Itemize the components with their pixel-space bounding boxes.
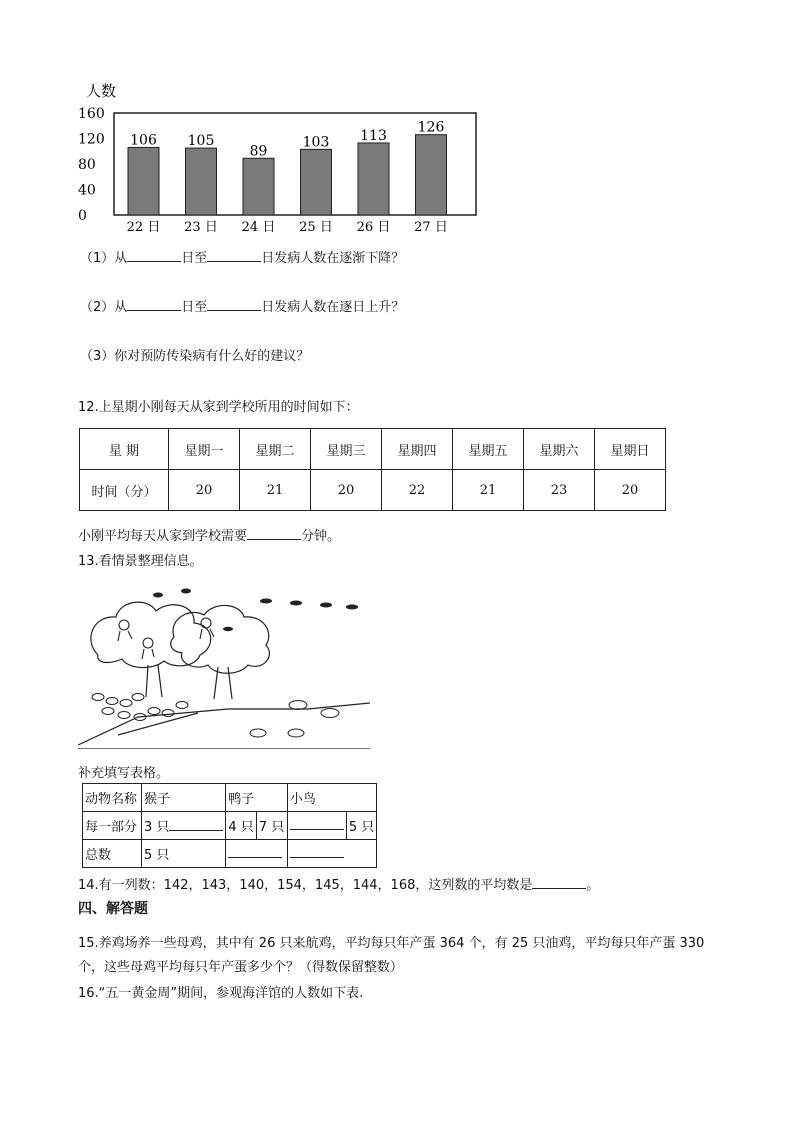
bar [358,143,389,215]
q11-sub1-text-c: 日发病人数在逐渐下降？ [261,251,405,266]
q13-instruction: 补充填写表格。 [78,766,170,781]
animal-scene-illustration [78,585,370,749]
header-cell: 星期三 [311,429,382,470]
q11-sub2-text-a: （2）从 [80,300,128,315]
bar-value-label: 103 [302,134,330,151]
table-row [83,812,377,840]
x-tick-label: 25 日 [299,220,333,235]
bar [416,135,447,215]
q13-animal-table [82,783,377,868]
header-cell: 星期日 [595,429,666,470]
bird-part-blank[interactable] [290,817,344,830]
q11-sub1 [80,247,404,266]
y-tick-label: 120 [78,131,105,148]
bar-value-label: 126 [417,119,445,136]
y-tick-label: 40 [78,182,96,199]
value-cell: 23 [524,470,595,511]
bar-value-label: 89 [249,143,268,160]
section-title: 四、解答题 [78,901,148,917]
q11-sub2-blank-start[interactable] [127,298,181,311]
bar [128,147,159,215]
q16: 16.“五一黄金周”期间，参观海洋馆的人数如下表. [78,986,364,1001]
header-cell: 星 期 [80,429,169,470]
x-tick-label: 22 日 [126,220,161,235]
q12-answer [78,525,340,544]
q14-end: 。 [586,878,600,893]
q14 [78,874,599,893]
value-cell: 20 [169,470,240,511]
x-tick-label: 24 日 [241,220,276,235]
q12-answer-blank[interactable] [247,527,301,540]
header-cell: 星期一 [169,429,240,470]
row-label-cell: 每一部分 [83,812,142,840]
q11-sub3: （3）你对预防传染病有什么好的建议？ [80,349,310,364]
header-cell: 猴子 [142,784,226,812]
bar-value-label: 105 [187,133,215,150]
q11-sub1-blank-end[interactable] [207,249,261,262]
header-cell: 星期四 [382,429,453,470]
bar [186,148,217,215]
q14-blank[interactable] [532,876,586,889]
row-label-cell: 总数 [83,840,142,868]
q11-sub1-blank-start[interactable] [127,249,181,262]
bar-chart [76,80,480,240]
table-row [83,784,377,812]
duck-total-blank[interactable] [228,845,282,858]
monkey-part: 3 只 [144,820,170,835]
q12-answer-text-a: 小刚平均每天从家到学校需要 [78,529,248,544]
bar [301,149,332,215]
bar-value-label: 106 [130,132,157,149]
q13-prompt: 13.看情景整理信息。 [78,554,203,569]
q14-text: 14.有一列数：142，143，140，154，145，144，168，这列数的平均数是 [78,878,533,893]
table-row [80,470,666,511]
duck-part-cell: 4 只 [226,812,256,840]
q11-sub2 [80,296,404,315]
value-cell: 21 [453,470,524,511]
x-tick-label: 23 日 [184,220,218,235]
q11-sub2-blank-end[interactable] [207,298,261,311]
table-row [83,840,377,868]
header-cell: 星期二 [240,429,311,470]
y-tick-label: 160 [78,106,105,122]
bird-part-cell: 5 只 [346,812,376,840]
bird-total-blank[interactable] [290,845,344,858]
header-cell: 动物名称 [83,784,142,812]
q11-sub1-text-b: 日至 [181,251,208,266]
value-cell: 22 [382,470,453,511]
q12-time-table [79,428,666,511]
header-cell: 星期六 [524,429,595,470]
monkey-total-cell: 5 只 [142,840,226,868]
y-tick-label: 0 [78,208,87,224]
q15-line2: 个，这些母鸡平均每只年产蛋多少个？（得数保留整数） [78,960,404,975]
q11-sub2-text-b: 日至 [181,300,208,315]
bar-value-label: 113 [360,127,387,144]
bar [243,158,274,215]
q12-prompt: 12.上星期小刚每天从家到学校所用的时间如下： [78,400,359,415]
x-tick-label: 26 日 [356,220,391,235]
table-row [80,429,666,470]
q11-sub2-text-c: 日发病人数在逐日上升？ [261,300,405,315]
value-cell: 20 [311,470,382,511]
x-tick-label: 27 日 [414,220,448,235]
monkey-part-blank[interactable] [169,818,223,831]
header-cell: 鸭子 [226,784,287,812]
q11-sub1-text-a: （1）从 [80,251,128,266]
table-cell [142,812,226,840]
bird-blank-cell [287,812,346,840]
header-cell: 小鸟 [287,784,376,812]
y-axis-label: 人数 [86,82,117,100]
value-cell: 21 [240,470,311,511]
value-cell: 20 [595,470,666,511]
q12-answer-text-b: 分钟。 [301,529,341,544]
duck-total-cell [226,840,287,868]
q15-line1: 15.养鸡场养一些母鸡，其中有 26 只来航鸡，平均每只年产蛋 364 个，有 25 只油鸡，平均每只年产蛋 330 [78,936,705,951]
bird-total-cell [287,840,376,868]
y-tick-label: 80 [78,157,96,173]
duck-part-cell: 7 只 [256,812,287,840]
header-cell: 星期五 [453,429,524,470]
row-label-cell: 时间（分） [80,470,169,511]
